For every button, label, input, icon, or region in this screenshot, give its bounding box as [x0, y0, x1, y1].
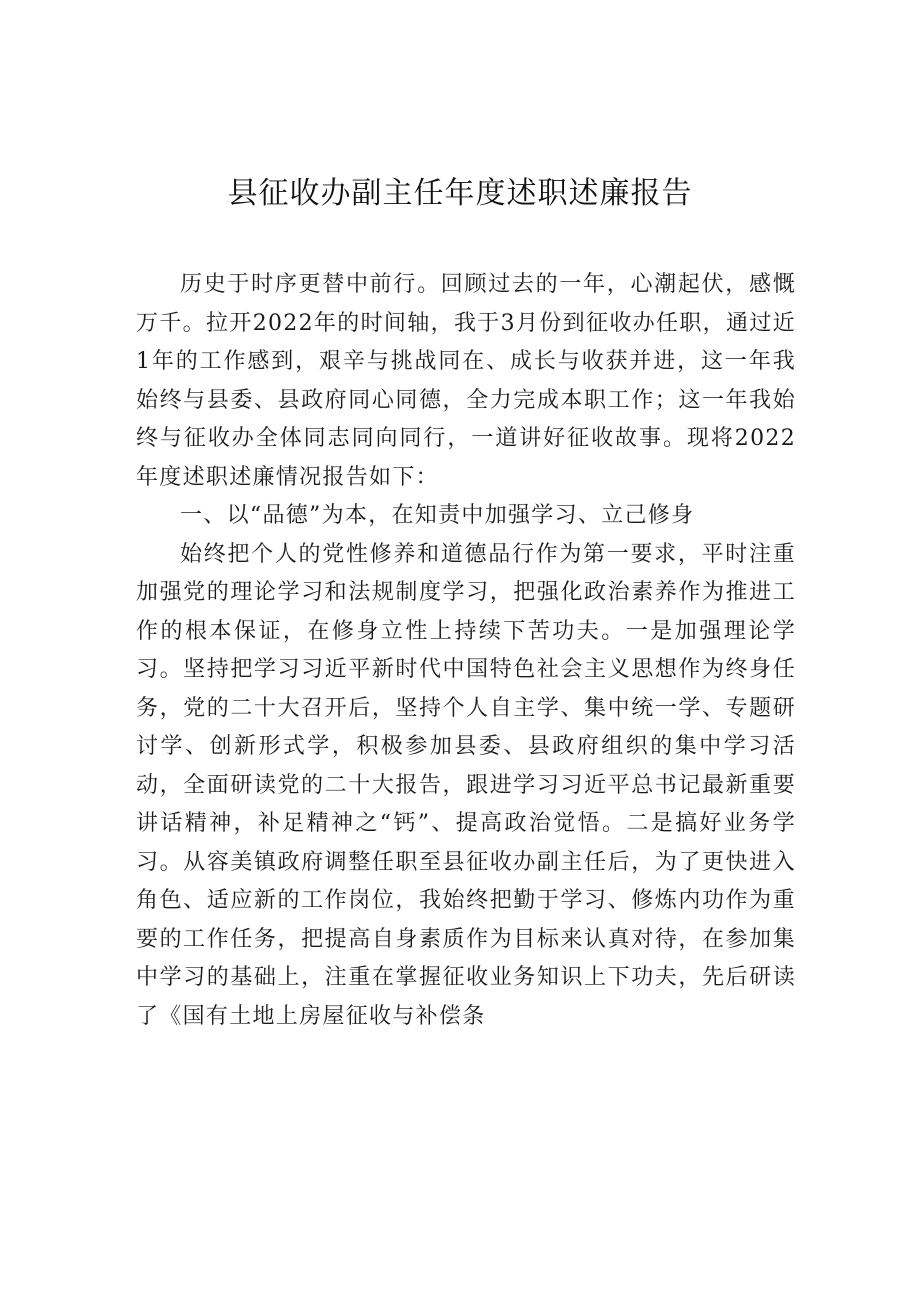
section-heading-1: 一、以“品德”为本，在知责中加强学习、立己修身: [180, 503, 695, 528]
paragraph-section-1: 始终把个人的党性修养和道德品行作为第一要求，平时注重加强党的理论学习和法规制度学习，把强化政治素养作为推进工作的根本保证，在修身立性上持续下苦功夫。一是加强理论学习。坚持把学习习近平新时代中国特色社会主义思想作为终身任务，党的二十大召开后，坚持个人自主学、集中统一学、专题研讨学、创新形式学，积极参加县委、县政府组织的集中学习活动，全面研读党的二十大报告，跟进学习习近平总书记最新重要讲话精神，补足精神之“钙”、提高政治觉悟。二是搞好业务学习。从容美镇政府调整任职至县征收办副主任后，为了更快进入角色、适应新的工作岗位，我始终把勤于学习、修炼内功作为重要的工作任务，把提高自身素质作为目标来认真对待，在参加集中学习的基础上，注重在掌握征收业务知识上下功夫，先后研读了《国有土地上房屋征收与补偿条: [136, 541, 796, 1029]
paragraph-intro: 历史于时序更替中前行。回顾过去的一年，心潮起伏，感慨万千。拉开2022年的时间轴，我于3月份到征收办任职，通过近1年的工作感到，艰辛与挑战同在、成长与收获并进，这一年我始终与县委、县政府同心同德，全力完成本职工作；这一年我始终与征收办全体同志同向同行，一道讲好征收故事。现将2022年度述职述廉情况报告如下：: [136, 272, 796, 490]
document-body: [136, 266, 796, 1036]
document-title: 县征收办副主任年度述职述廉报告: [227, 176, 693, 211]
